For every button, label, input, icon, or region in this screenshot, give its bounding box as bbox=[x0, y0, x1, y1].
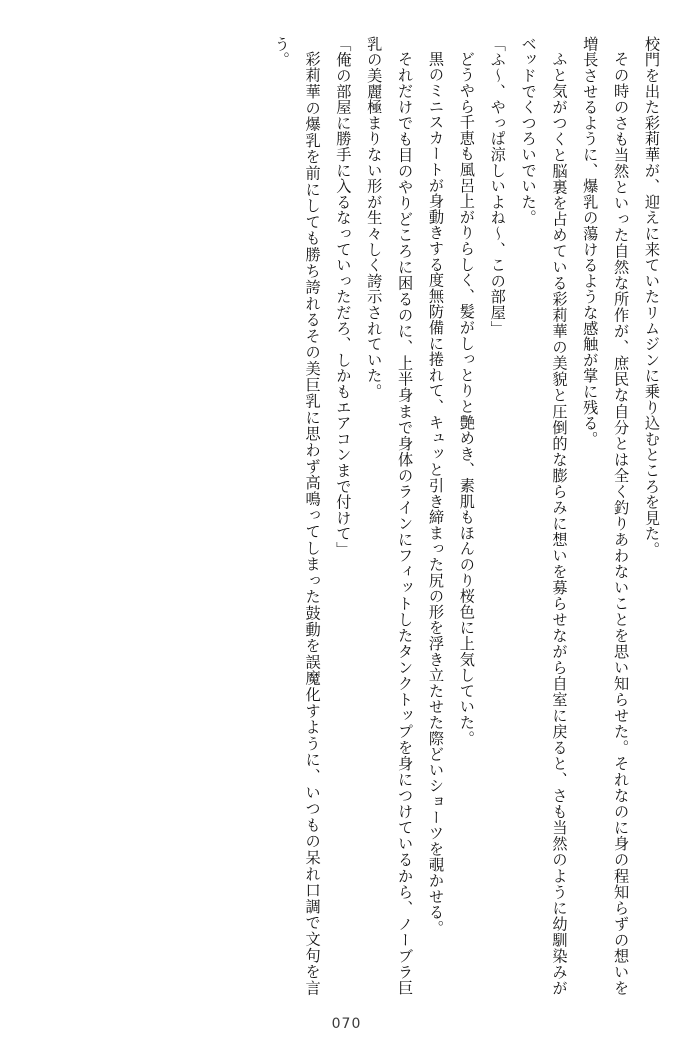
paragraph: どうやら千恵も風呂上がりらしく、髪がしっとりと艶めき、素肌もほんのり桜色に上気していた。 bbox=[457, 51, 476, 747]
paragraph: それだけでも目のやりどころに困るのに、上半身まで身体のラインにフィットしたタンクトップを身につけているから、ノーブラ巨乳の美麗極まりない形が生々しく誇示されていた。 bbox=[365, 36, 415, 996]
vertical-text-body bbox=[26, 36, 667, 996]
paragraph: 黒のミニスカートが身動きする度無防備に捲れて、キュッと引き締まった尻の形を浮き立たせた際どいショーツを覗かせる。 bbox=[426, 51, 445, 936]
paragraph: その時のさも当然といった自然な所作が、庶民な自分とは全く釣りあわないことを思い知らせた。それなのに身の程知らずの想いを増長させるように、爆乳の蕩けるような感触が掌に残る。 bbox=[581, 36, 631, 996]
paragraph-dialogue: 「ふ～、やっぱ涼しいよね～、この部屋」 bbox=[488, 36, 507, 337]
paragraph-dialogue: 「俺の部屋に勝手に入るなっていっただろ、しかもエアコンまで付けて」 bbox=[334, 36, 353, 558]
page-number: 070 bbox=[331, 1016, 362, 1032]
paragraph: 校門を出た彩莉華が、迎えに来ていたリムジンに乗り込むところを見た。 bbox=[643, 36, 661, 558]
paragraph: 彩莉華の爆乳を前にしても勝ち誇れるその美巨乳に思わず高鳴ってしまった鼓動を誤魔化すように、いつもの呆れ口調で文句を言う。 bbox=[272, 36, 322, 996]
paragraph: ふと気がつくと脳裏を占めている彩莉華の美貌と圧倒的な膨らみに想いを募らせながら自室に戻ると、さも当然のように幼馴染みがベッドでくつろいでいた。 bbox=[519, 36, 569, 996]
